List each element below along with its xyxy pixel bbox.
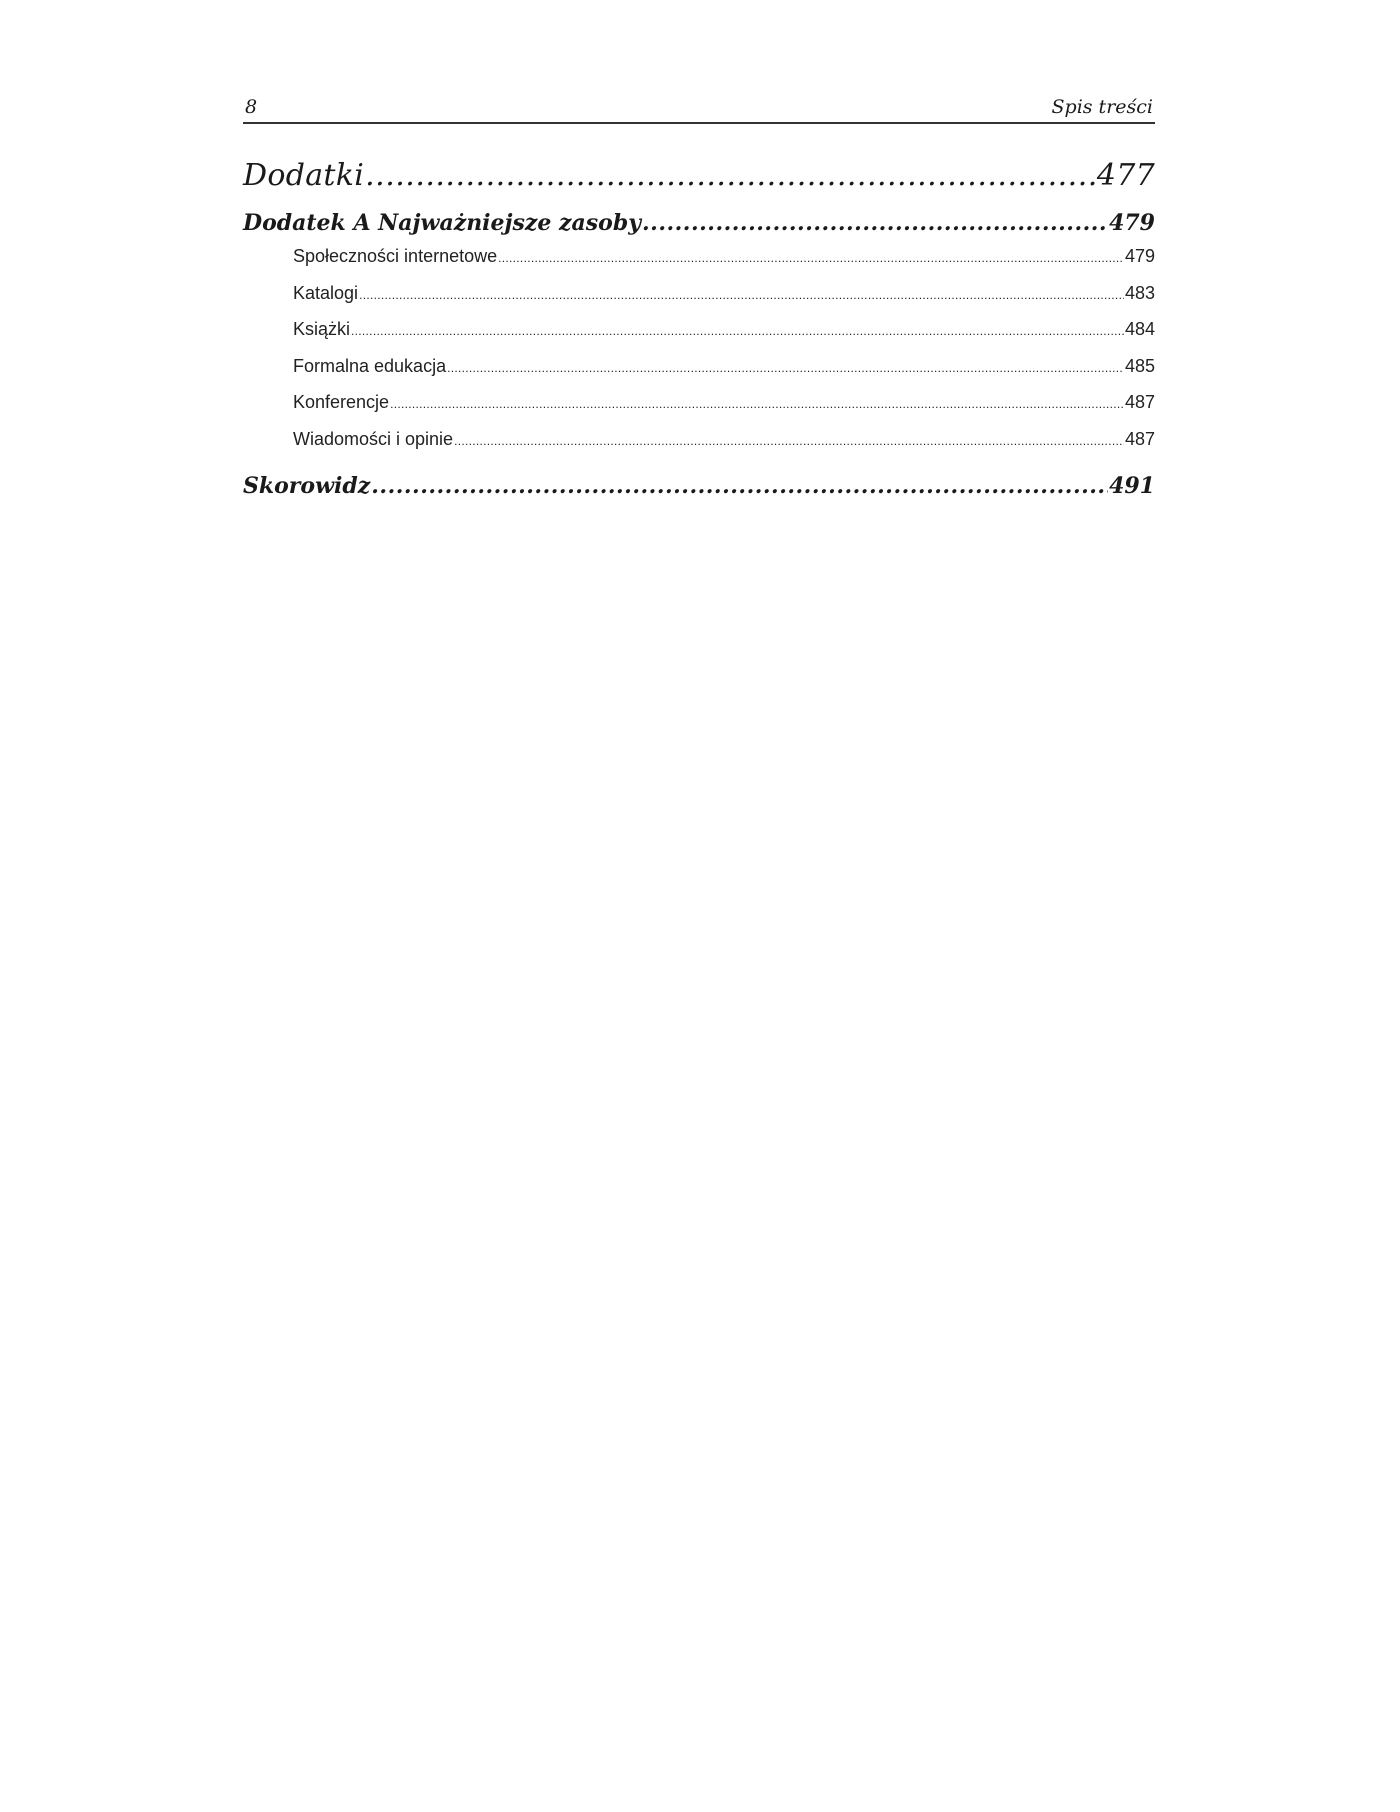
- document-page: [243, 96, 1155, 500]
- toc-section-page: 484: [1124, 319, 1155, 339]
- dot-leader: [447, 349, 1124, 386]
- toc-section-title: Katalogi: [293, 282, 359, 303]
- dot-leader: [642, 209, 1108, 237]
- toc-section-title: Książki: [293, 319, 351, 339]
- toc-chapter-page: 479: [1109, 210, 1155, 236]
- toc-section-title: Wiadomości i opinie: [293, 428, 454, 449]
- dot-leader: [390, 385, 1124, 422]
- page-number: 8: [245, 96, 258, 118]
- toc-section-entry: [243, 239, 1155, 276]
- toc-chapter-title: Dodatek A Najważniejsze zasoby: [243, 210, 642, 236]
- toc-part-entry: [243, 159, 1155, 193]
- toc-part-title: Dodatki: [243, 158, 365, 193]
- toc-section-title: Formalna edukacja: [293, 355, 447, 376]
- toc-section-page: 487: [1124, 428, 1155, 449]
- toc-section-entry: [243, 349, 1155, 386]
- dot-leader: [359, 276, 1124, 313]
- toc-section-entry: [243, 276, 1155, 313]
- dot-leader: [498, 239, 1124, 276]
- toc-section-title: Społeczności internetowe: [293, 246, 498, 266]
- toc-index-page: 491: [1109, 473, 1155, 499]
- toc-section-page: 479: [1124, 246, 1155, 266]
- toc-section-page: 487: [1124, 392, 1155, 412]
- dot-leader: [365, 159, 1096, 193]
- toc-index-entry: [243, 472, 1155, 500]
- toc-section-entry: [243, 385, 1155, 422]
- toc-part-page: 477: [1096, 158, 1155, 193]
- toc-section-page: 485: [1124, 355, 1155, 376]
- toc-section-entry: [243, 422, 1155, 459]
- toc-section-list: [243, 239, 1155, 458]
- dot-leader: [371, 472, 1108, 500]
- running-title: Spis treści: [1051, 96, 1153, 118]
- toc-section-title: Konferencje: [293, 392, 390, 412]
- toc-section-page: 483: [1124, 282, 1155, 303]
- toc-section-entry: [243, 312, 1155, 349]
- dot-leader: [351, 312, 1124, 349]
- running-head: [243, 96, 1155, 124]
- toc-index-title: Skorowidz: [243, 473, 371, 499]
- dot-leader: [454, 422, 1124, 459]
- toc-chapter-entry: [243, 209, 1155, 237]
